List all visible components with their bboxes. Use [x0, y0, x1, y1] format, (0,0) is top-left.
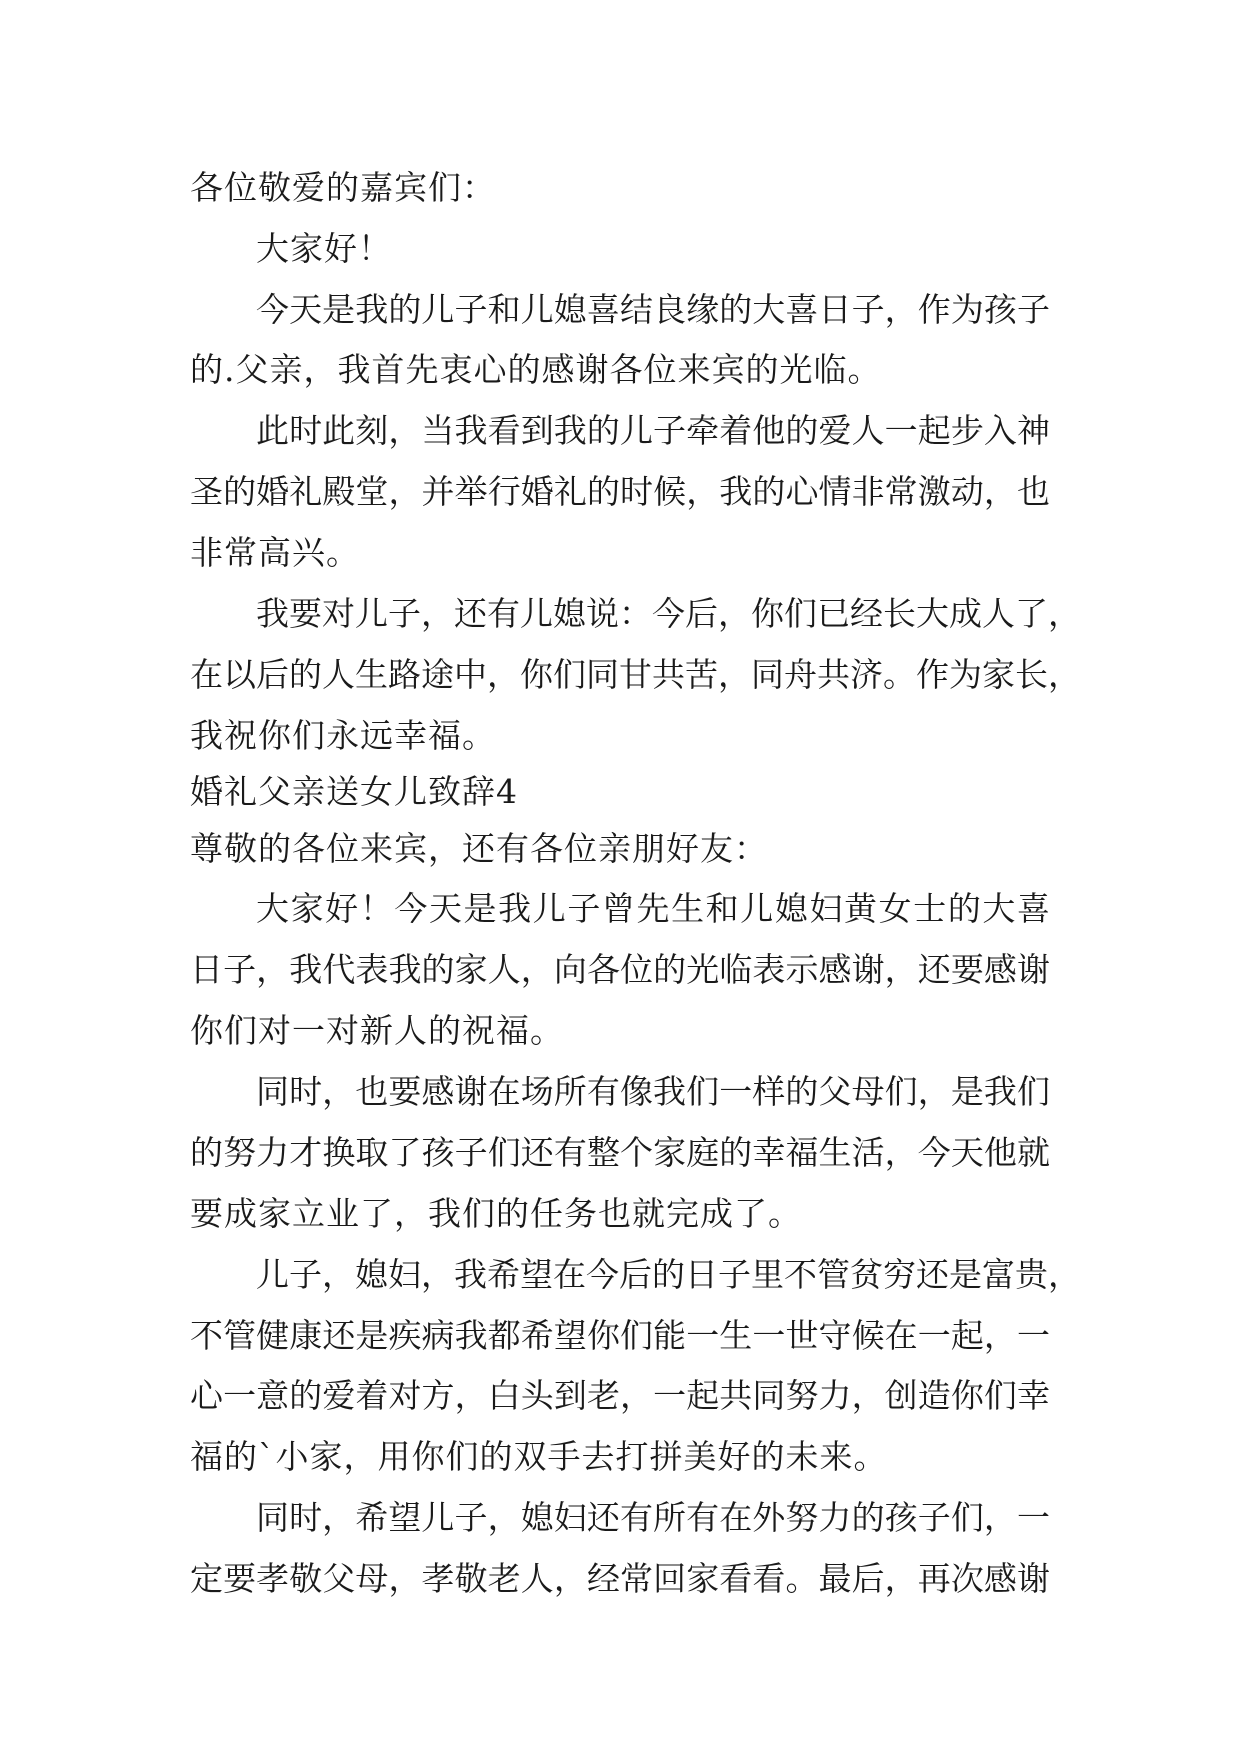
paragraph-line: 心一意的爱着对方，白头到老，一起共同努力，创造你们幸 — [190, 1376, 1050, 1415]
paragraph-line: 在以后的人生路途中，你们同甘共苦，同舟共济。作为家长， — [190, 655, 1081, 694]
paragraph-line: 同时，希望儿子，媳妇还有所有在外努力的孩子们，一 — [256, 1498, 1050, 1537]
paragraph-line: 日子，我代表我的家人，向各位的光临表示感谢，还要感谢 — [190, 950, 1050, 989]
paragraph-line: 今天是我的儿子和儿媳喜结良缘的大喜日子，作为孩子 — [256, 290, 1050, 329]
greeting: 大家好！ — [256, 229, 392, 268]
paragraph-line: 福的`小家，用你们的双手去打拼美好的未来。 — [190, 1437, 888, 1476]
paragraph-line: 我祝你们永远幸福。 — [190, 716, 496, 755]
salutation: 尊敬的各位来宾，还有各位亲朋好友： — [190, 829, 768, 868]
paragraph-line: 的努力才换取了孩子们还有整个家庭的幸福生活，今天他就 — [190, 1133, 1050, 1172]
paragraph-line: 不管健康还是疾病我都希望你们能一生一世守候在一起，一 — [190, 1316, 1050, 1355]
paragraph-line: 的.父亲，我首先衷心的感谢各位来宾的光临。 — [190, 350, 882, 389]
paragraph-line: 同时，也要感谢在场所有像我们一样的父母们，是我们 — [256, 1072, 1050, 1111]
paragraph-line: 非常高兴。 — [190, 533, 360, 572]
section-heading: 婚礼父亲送女儿致辞4 — [190, 772, 518, 811]
paragraph-line: 此时此刻，当我看到我的儿子牵着他的爱人一起步入神 — [256, 411, 1050, 450]
paragraph-line: 我要对儿子，还有儿媳说：今后，你们已经长大成人了， — [256, 594, 1081, 633]
paragraph-line: 儿子，媳妇，我希望在今后的日子里不管贫穷还是富贵， — [256, 1255, 1081, 1294]
paragraph-line: 圣的婚礼殿堂，并举行婚礼的时候，我的心情非常激动，也 — [190, 472, 1050, 511]
paragraph-line: 大家好！今天是我儿子曾先生和儿媳妇黄女士的大喜 — [256, 889, 1050, 928]
paragraph-line: 你们对一对新人的祝福。 — [190, 1011, 564, 1050]
paragraph-line: 要成家立业了，我们的任务也就完成了。 — [190, 1194, 802, 1233]
paragraph-line: 定要孝敬父母，孝敬老人，经常回家看看。最后，再次感谢 — [190, 1559, 1050, 1598]
salutation: 各位敬爱的嘉宾们： — [190, 168, 496, 207]
